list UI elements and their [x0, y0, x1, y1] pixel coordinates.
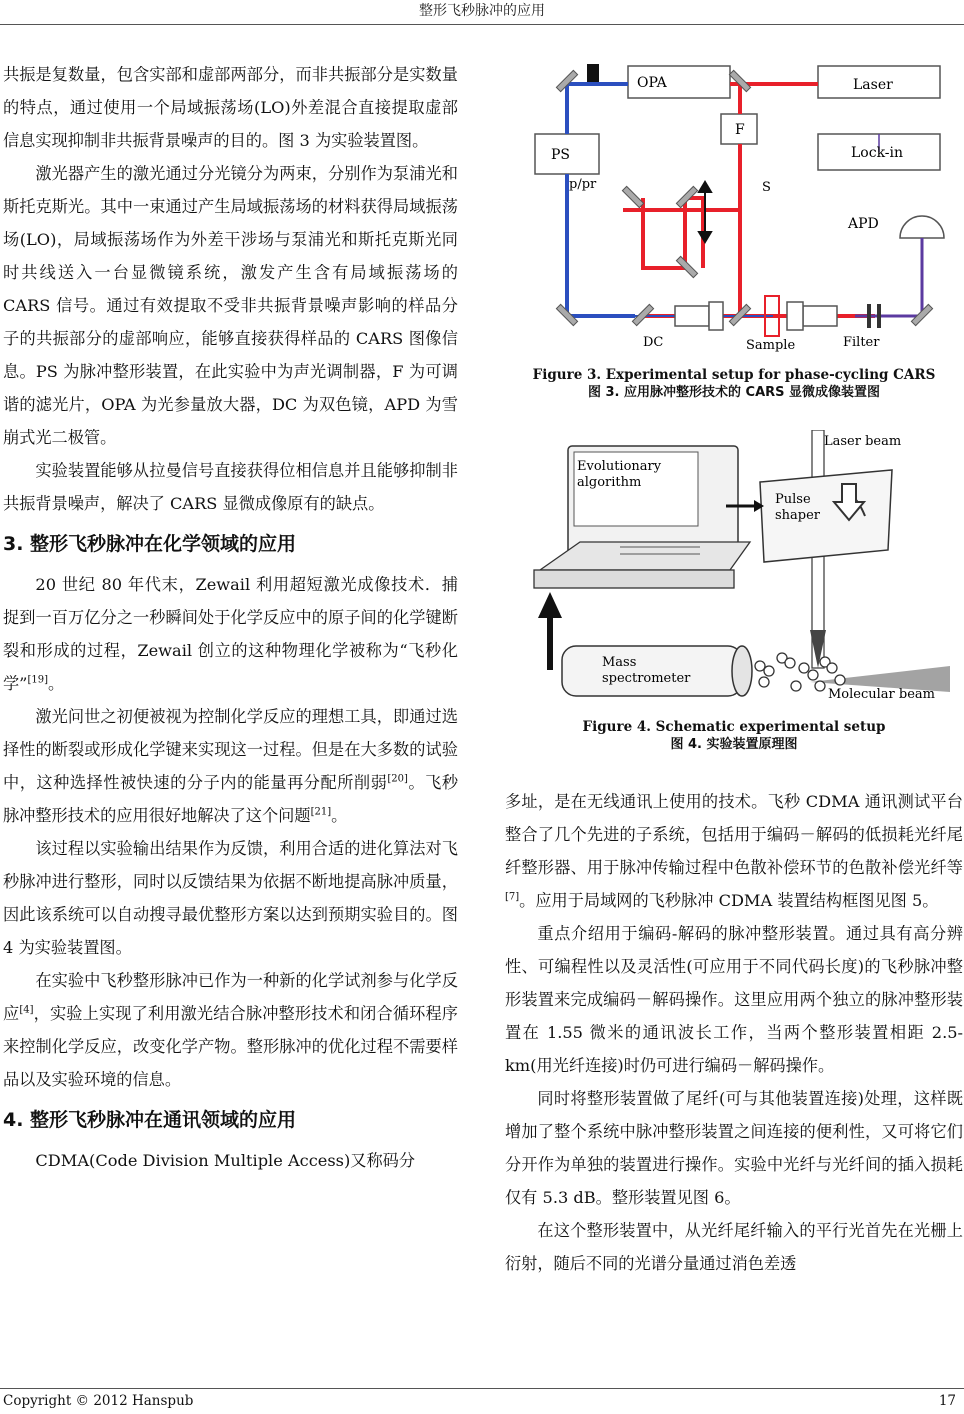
- paragraph: 实验装置能够从拉曼信号直接获得位相信息并且能够抑制非共振背景噪声，解决了 CARS 显微成像原有的缺点。: [3, 461, 458, 513]
- running-header: 整形飞秒脉冲的应用: [419, 3, 545, 19]
- filter-element: [867, 304, 871, 328]
- label-lockin: Lock-in: [851, 145, 904, 161]
- citation: [19]: [27, 674, 48, 686]
- apd-detector: [900, 216, 944, 238]
- citation: [21]: [310, 806, 332, 818]
- label-filter: Filter: [843, 335, 880, 350]
- label-spectrometer: spectrometer: [602, 671, 691, 686]
- citation: [20]: [387, 773, 408, 785]
- label-algorithm: algorithm: [577, 475, 642, 490]
- paragraph: CDMA(Code Division Multiple Access)又称码分: [35, 1151, 416, 1170]
- paragraph: 共振是复数量，包含实部和虚部两部分，而非共振部分是实数量的特点，通过使用一个局域振荡场(LO)外差混合直接提取虚部信息实现抑制非共振背景噪声的目的。图 3 为实验装置图。: [3, 65, 458, 150]
- section-heading-3: 3. 整形飞秒脉冲在化学领域的应用: [3, 533, 297, 555]
- paragraph: 20 世纪 80 年代末，Zewail 利用超短激光成像技术．捕捉到一百万亿分之一秒瞬间处于化学反应中的原子间的化学键断裂和形成的过程，Zewail 创立的这种物理化学被称为“飞秒化学”[19]。: [3, 575, 458, 693]
- label-evolutionary: Evolutionary: [577, 459, 662, 474]
- label-ps: PS: [551, 147, 571, 163]
- computer-keyboard: [534, 570, 734, 588]
- page-number: 17: [938, 1393, 956, 1409]
- section-heading-4: 4. 整形飞秒脉冲在通讯领域的应用: [3, 1109, 297, 1131]
- label-p-pr: p/pr: [569, 177, 597, 192]
- figure-4-diagram: [520, 430, 950, 710]
- label-laser: Laser: [853, 77, 893, 93]
- citation: [7]: [505, 891, 520, 903]
- paragraph: 同时将整形装置做了尾纤(可与其他装置连接)处理，这样既增加了整个系统中脉冲整形装置之间连接的便利性，又可将它们分开作为单独的装置进行操作。实验中光纤与光纤间的插入损耗仅有 5.3 dB。整形装置见图 6。: [505, 1089, 963, 1207]
- mirrors: [556, 70, 932, 325]
- header-rule: [0, 24, 964, 25]
- left-column: [3, 58, 458, 1177]
- paragraph: 激光器产生的激光通过分光镜分为两束，分别作为泵浦光和斯托克斯光。其中一束通过产生局域振荡场的材料获得局域振荡场(LO)，局域振荡场作为外差干涉场与泵浦光和斯托克斯光同时共线送入一台显微镜系统，激发产生含有局域振荡场的 CARS 信号。通过有效提取不受非共振背景噪声影响的样品分子的共振部分的虚部响应，能够直接获得样品的 CARS 图像信息。PS 为脉冲整形装置，在此实验中为声光调制器，F 为可调谐的滤光片，OPA 为光参量放大器，DC 为双色镜，APD 为雪崩式光二极管。: [3, 164, 458, 447]
- label-sample: Sample: [746, 338, 796, 353]
- copyright-notice: Copyright © 2012 Hanspub: [3, 1393, 194, 1409]
- paragraph: 重点介绍用于编码-解码的脉冲整形装置。通过具有高分辨性、可编程性以及灵活性(可应用于不同代码长度)的飞秒脉冲整形装置来完成编码－解码操作。这里应用两个独立的脉冲整形装置在 1.55 微米的通讯波长工作，当两个整形装置相距 2.5-km(用光纤连接)时仍可进行编码－解码操作。: [505, 924, 963, 1075]
- citation: [4]: [19, 1004, 34, 1016]
- label-apd: APD: [848, 216, 879, 232]
- figure-3-caption: Figure 3. Experimental setup for phase-cycling CARS 图 3. 应用脉冲整形技术的 CARS 显微成像装置图: [532, 367, 936, 400]
- label-mass: Mass: [602, 655, 637, 670]
- paragraph: 在实验中飞秒整形脉冲已作为一种新的化学试剂参与化学反应[4]，实验上实现了利用激光结合脉冲整形技术和闭合循环程序来控制化学反应，改变化学产物。整形脉冲的优化过程不需要样品以及实验环境的信息。: [3, 971, 458, 1089]
- molecules: [755, 653, 845, 691]
- label-opa: OPA: [637, 75, 667, 91]
- label-shaper: shaper: [775, 508, 821, 523]
- paragraph: 在这个整形装置中，从光纤尾纤输入的平行光首先在光栅上衍射，随后不同的光谱分量通过消色差透: [505, 1221, 963, 1273]
- figure-4-caption: Figure 4. Schematic experimental setup 图 4. 实验装置原理图: [582, 719, 886, 752]
- label-molecular-beam: Molecular beam: [828, 687, 935, 702]
- label-dc: DC: [643, 335, 664, 350]
- paragraph: 激光问世之初便被视为控制化学反应的理想工具，即通过选择性的断裂或形成化学键来实现这一过程。但是在大多数的试验中，这种选择性被快速的分子内的能量再分配所削弱[20]。飞秒脉冲整形技术的应用很好地解决了这个问题[21]。: [3, 707, 459, 825]
- footer-rule: [0, 1388, 964, 1389]
- figure-3-diagram: [525, 58, 950, 358]
- label-pulse: Pulse: [775, 492, 811, 507]
- label-f: F: [735, 122, 745, 138]
- right-column: [505, 785, 963, 1280]
- paragraph: 多址，是在无线通讯上使用的技术。飞秒 CDMA 通讯测试平台整合了几个先进的子系统，包括用于编码－解码的低损耗光纤尾纤整形器、用于脉冲传输过程中色散补偿环节的色散补偿光纤等[7]。应用于局域网的飞秒脉冲 CDMA 装置结构框图见图 5。: [505, 792, 963, 910]
- label-s: S: [762, 180, 771, 195]
- paragraph: 该过程以实验输出结果作为反馈，利用合适的进化算法对飞秒脉冲进行整形，同时以反馈结果为依据不断地提高脉冲质量，因此该系统可以自动搜寻最优整形方案以达到预期实验目的。图 4 为实验装置图。: [3, 839, 458, 957]
- label-laser-beam: Laser beam: [824, 434, 902, 449]
